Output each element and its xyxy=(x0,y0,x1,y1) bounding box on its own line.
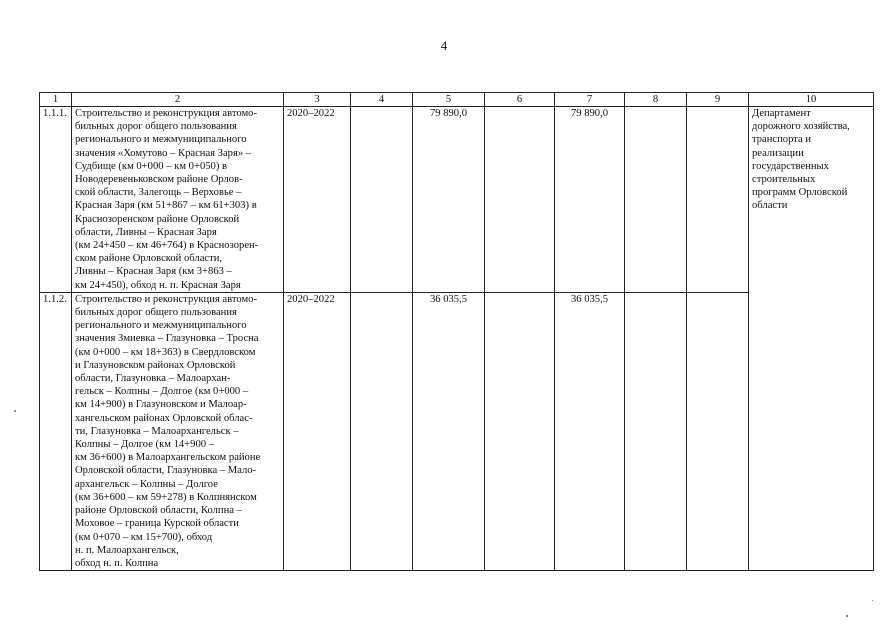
header-cell: 9 xyxy=(687,93,749,107)
row-col8 xyxy=(625,107,687,293)
description-line: (км 36+600 – км 59+278) в Колпнянском xyxy=(75,491,257,503)
responsible-agency xyxy=(749,107,874,571)
header-cell: 2 xyxy=(72,93,284,107)
header-cell: 6 xyxy=(485,93,555,107)
agency-line: транспорта и xyxy=(752,134,812,146)
scan-speck xyxy=(872,600,873,601)
row-col8 xyxy=(625,292,687,570)
header-cell: 1 xyxy=(40,93,72,107)
agency-line: реализации xyxy=(752,147,804,159)
description-line: гельск – Колпны – Долгое (км 0+000 – xyxy=(75,386,249,398)
description-line: Краснозоренском районе Орловской xyxy=(75,213,240,225)
row-col5: 79 890,0 xyxy=(413,107,485,293)
description-line: (км 0+000 – км 18+363) в Свердловском xyxy=(75,346,256,358)
agency-line: Департамент xyxy=(752,108,811,119)
header-cell: 5 xyxy=(413,93,485,107)
row-col4 xyxy=(351,107,413,293)
description-line: н. п. Малоархангельск, xyxy=(75,544,179,556)
header-cell: 4 xyxy=(351,93,413,107)
header-cell: 3 xyxy=(284,93,351,107)
row-description xyxy=(72,107,284,293)
description-line: ском районе Орловской области, xyxy=(75,253,223,265)
description-line: км 14+900) в Глазуновском и Малоар- xyxy=(75,399,247,411)
description-line: значения Змиевка – Глазуновка – Тросна xyxy=(75,333,259,345)
row-col6 xyxy=(485,107,555,293)
row-years: 2020–2022 xyxy=(284,292,351,570)
description-line: Новодеревеньковском районе Орлов- xyxy=(75,174,243,186)
description-line: хангельском районах Орловской облас- xyxy=(75,412,253,424)
agency-line: государственных xyxy=(752,160,829,172)
description-line: Строительство и реконструкция автомо- xyxy=(75,108,257,119)
program-table xyxy=(39,92,874,571)
description-line: км 24+450), обход н. п. Красная Заря xyxy=(75,279,241,291)
description-line: Красная Заря (км 51+867 – км 61+303) в xyxy=(75,200,257,212)
description-line: (км 0+070 – км 15+700), обход xyxy=(75,531,213,543)
row-col4 xyxy=(351,292,413,570)
description-line: Ливны – Красная Заря (км 3+863 – xyxy=(75,266,232,278)
agency-line: дорожного хозяйства, xyxy=(752,121,850,133)
table-row xyxy=(40,292,874,570)
description-line: обход н. п. Колпна xyxy=(75,557,159,569)
row-col9 xyxy=(687,292,749,570)
description-line: области, Ливны – Красная Заря xyxy=(75,226,217,238)
description-line: и Глазуновском районах Орловской xyxy=(75,359,236,371)
description-line: Колпны – Долгое (км 14+900 – xyxy=(75,439,214,451)
description-line: Строительство и реконструкция автомо- xyxy=(75,293,257,305)
description-line: бильных дорог общего пользования xyxy=(75,121,237,133)
table-row xyxy=(40,107,874,293)
description-line: ской области, Залегощь – Верховье – xyxy=(75,187,242,199)
description-line: Моховое – граница Курской области xyxy=(75,518,239,530)
description-line: значения «Хомутово – Красная Заря» – xyxy=(75,147,252,159)
header-cell: 10 xyxy=(749,93,874,107)
header-row xyxy=(40,93,874,107)
description-line: (км 24+450 – км 46+764) в Краснозорен- xyxy=(75,240,259,252)
header-cell: 8 xyxy=(625,93,687,107)
scan-speck xyxy=(14,410,16,412)
description-line: км 36+600) в Малоархангельском районе xyxy=(75,452,261,464)
description-line: области, Глазуновка – Малоархан- xyxy=(75,373,231,385)
description-line: бильных дорог общего пользования xyxy=(75,307,237,319)
agency-line: программ Орловской xyxy=(752,187,848,199)
row-number: 1.1.1. xyxy=(40,107,72,293)
page-number: 4 xyxy=(440,38,448,53)
agency-line: строительных xyxy=(752,174,816,186)
agency-line: области xyxy=(752,200,788,212)
scan-speck xyxy=(846,615,848,617)
description-line: ти, Глазуновка – Малоархангельск – xyxy=(75,425,239,437)
row-description xyxy=(72,292,284,570)
row-col9 xyxy=(687,107,749,293)
description-line: регионального и межмуниципального xyxy=(75,134,247,146)
row-col5: 36 035,5 xyxy=(413,292,485,570)
row-col7: 36 035,5 xyxy=(555,292,625,570)
description-line: Орловской области, Глазуновка – Мало- xyxy=(75,465,257,477)
description-line: Судбище (км 0+000 – км 0+050) в xyxy=(75,160,228,172)
row-number: 1.1.2. xyxy=(40,292,72,570)
description-line: архангельск – Колпны – Долгое xyxy=(75,478,218,490)
row-col6 xyxy=(485,292,555,570)
header-cell: 7 xyxy=(555,93,625,107)
description-line: районе Орловской области, Колпна – xyxy=(75,505,242,517)
description-line: регионального и межмуниципального xyxy=(75,320,247,332)
row-col7: 79 890,0 xyxy=(555,107,625,293)
row-years: 2020–2022 xyxy=(284,107,351,293)
